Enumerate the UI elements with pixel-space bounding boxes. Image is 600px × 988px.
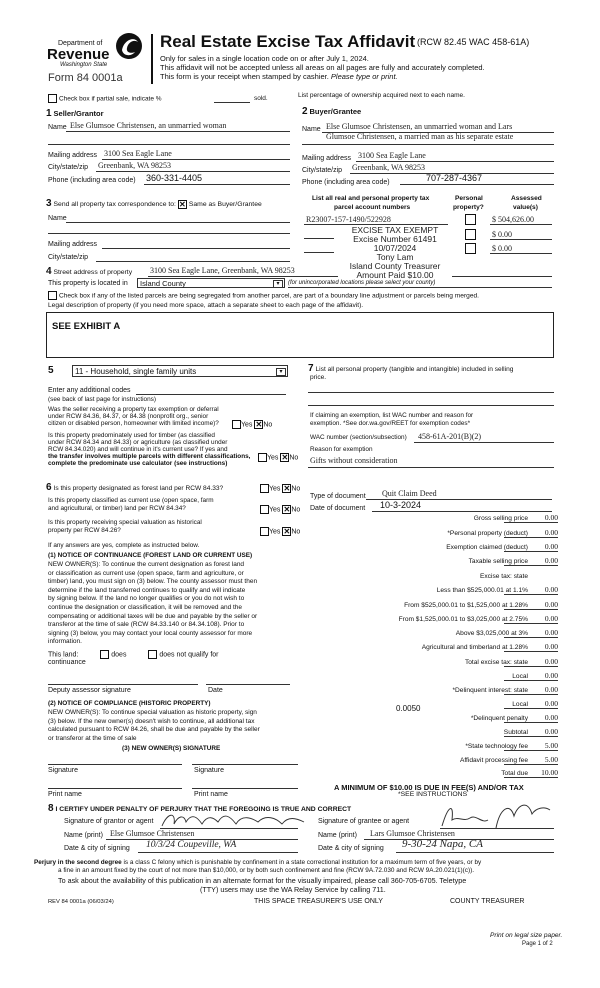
buyer-name-label: Name bbox=[302, 126, 321, 133]
buyer-section-title: Buyer/Grantee bbox=[309, 107, 362, 116]
grantee-date-line bbox=[396, 852, 554, 853]
tax-row-label: Taxable selling price bbox=[468, 558, 528, 565]
tax-row-label: Local bbox=[512, 701, 528, 708]
tax-row-value[interactable]: 0.00 bbox=[544, 727, 558, 736]
seller-section-num: 1 bbox=[46, 108, 52, 119]
this-land-row bbox=[48, 650, 219, 659]
owner-sig-line-2[interactable] bbox=[192, 764, 298, 765]
s6-q1-answer bbox=[260, 484, 300, 493]
notice1-line: by signing below. If the land no longer qualifies or you do not wish to bbox=[48, 595, 245, 603]
tax-row-line bbox=[504, 736, 558, 737]
q1-line-b: under RCW 84.36, 84.37, or 84.38 (nonprofit org., senior bbox=[48, 413, 209, 420]
buyer-section-num: 2 bbox=[302, 106, 308, 117]
section7-label-a: List all personal property (tangible and intangible) included in selling bbox=[315, 366, 514, 373]
grantor-name-value[interactable]: Else Glumsoe Christensen bbox=[110, 829, 195, 838]
partial-sale-label: Check box if partial sale, indicate % bbox=[58, 95, 162, 103]
correspondence-name-line[interactable] bbox=[66, 222, 290, 223]
partial-sale-checkbox[interactable] bbox=[48, 94, 57, 103]
parcels-header-col3b: value(s) bbox=[513, 204, 538, 211]
street-line bbox=[148, 276, 338, 277]
q1-yes-checkbox[interactable] bbox=[232, 420, 241, 429]
perjury-line2: a fine in an amount fixed by the court of not more than $10,000, or by both such confinement and fine (RCW 9A.72.030 and RCW 9A.20.021(1)(c)). bbox=[58, 867, 474, 874]
partial-sale-row bbox=[48, 94, 162, 103]
tax-row-value[interactable]: 0.00 bbox=[544, 671, 558, 680]
deputy-date-line[interactable] bbox=[206, 684, 290, 685]
buyer-heading bbox=[302, 106, 361, 117]
section8-num: 8 bbox=[48, 803, 54, 814]
section6-q1: Is this property designated as forest land per RCW 84.33? bbox=[53, 485, 224, 492]
owner-print-label-1: Print name bbox=[48, 791, 82, 798]
tax-row-line bbox=[504, 666, 558, 667]
q1-no-checkbox[interactable]: ✕ bbox=[255, 420, 263, 429]
owner-print-label-2: Print name bbox=[194, 791, 228, 798]
buyer-name-line2 bbox=[302, 144, 554, 145]
s6-q2-yes-label: Yes bbox=[269, 506, 281, 514]
seller-phone-value[interactable]: 360-331-4405 bbox=[146, 173, 203, 183]
s6-q2-yes-checkbox[interactable] bbox=[260, 505, 269, 514]
tax-row-value[interactable]: 5.00 bbox=[544, 755, 558, 764]
assessed-value-1[interactable]: $ 504,626.00 bbox=[492, 215, 534, 224]
tax-row-label: Subtotal bbox=[503, 729, 528, 736]
section7-label-b: price. bbox=[310, 374, 327, 381]
section6-num: 6 bbox=[46, 482, 52, 493]
wac-value[interactable]: 458-61A-201(B)(2) bbox=[418, 432, 482, 441]
parcels-header-col1a: List all real and personal property tax bbox=[312, 195, 430, 202]
tax-row-value[interactable]: 0.00 bbox=[544, 628, 558, 637]
grantee-signature[interactable] bbox=[436, 798, 556, 832]
q1-line-a: Was the seller receiving a property tax exemption or deferral bbox=[48, 406, 219, 413]
tax-row-value[interactable]: 0.00 bbox=[544, 528, 558, 537]
tax-row-value[interactable]: 0.00 bbox=[544, 642, 558, 651]
seller-phone-label: Phone (including area code) bbox=[48, 177, 136, 184]
owner-sig-label-2: Signature bbox=[194, 767, 224, 774]
property-section-num: 4 bbox=[46, 266, 52, 277]
notice1-line: signing (3) below, you may contact your local county assessor for more bbox=[48, 629, 253, 637]
perjury-bold: Perjury in the second degree bbox=[34, 859, 122, 866]
perjury-line1 bbox=[34, 859, 481, 866]
s6-q2-no-label: No bbox=[291, 506, 301, 514]
parcels-header-col2a: Personal bbox=[455, 195, 483, 202]
grantor-sig-label: Signature of grantor or agent bbox=[64, 818, 154, 825]
additional-codes-label: Enter any additional codes bbox=[48, 387, 131, 394]
tax-row-label: From $1,525,000.01 to $3,025,000 at 2.75% bbox=[398, 616, 528, 623]
q1-no-label: No bbox=[263, 421, 273, 429]
section7-heading bbox=[308, 363, 513, 374]
county-select-arrow-icon[interactable]: ▾ bbox=[273, 280, 283, 288]
list-percentage-note: List percentage of ownership acquired next to each name. bbox=[298, 92, 465, 99]
grantee-date-label: Date & city of signing bbox=[318, 845, 384, 852]
section6-q3b: property per RCW 84.26? bbox=[48, 527, 121, 534]
grantor-date-label: Date & city of signing bbox=[64, 845, 130, 852]
s6-q2-no-checkbox[interactable]: ✕ bbox=[283, 505, 291, 514]
tax-row-line bbox=[504, 609, 558, 610]
tax-row-label: From $525,000.01 to $1,525,000 at 1.28% bbox=[404, 602, 528, 609]
stamp-line3: 10/07/2024 bbox=[373, 243, 417, 253]
street-value[interactable]: 3100 Sea Eagle Lane, Greenbank, WA 98253 bbox=[150, 266, 295, 275]
doc-type-label: Type of document bbox=[310, 493, 366, 500]
seller-name-label: Name bbox=[48, 124, 67, 131]
reason-label: Reason for exemption bbox=[310, 446, 373, 453]
buyer-phone-label: Phone (including area code) bbox=[302, 179, 390, 186]
buyer-city-label: City/state/zip bbox=[302, 167, 343, 174]
correspondence-label: Send all property tax correspondence to: bbox=[53, 201, 176, 208]
form-title: Real Estate Excise Tax Affidavit bbox=[160, 32, 416, 51]
street-line-right bbox=[452, 276, 552, 277]
seller-city-value[interactable]: Greenbank, WA 98253 bbox=[98, 161, 171, 170]
header-note3-a: This form is your receipt when stamped by cashier. bbox=[160, 72, 329, 81]
local-rate[interactable]: 0.0050 bbox=[396, 704, 421, 713]
grantor-name-label: Name (print) bbox=[64, 832, 103, 839]
tax-row-value[interactable]: 0.00 bbox=[544, 600, 558, 609]
notice1-line: information. bbox=[48, 638, 82, 646]
q2-answer bbox=[258, 453, 298, 462]
owner-print-line-2[interactable] bbox=[192, 788, 298, 789]
personal-property-checkbox-1[interactable] bbox=[465, 214, 476, 225]
notice2-title: (2) NOTICE OF COMPLIANCE (HISTORIC PROPERTY) bbox=[48, 700, 211, 707]
this-land-label: This land: bbox=[48, 651, 79, 659]
partial-sale-sold: sold. bbox=[254, 95, 268, 102]
tax-row-value[interactable]: 0.00 bbox=[544, 513, 558, 522]
buyer-phone-value[interactable]: 707-287-4367 bbox=[426, 173, 483, 183]
form-number: Form 84 0001a bbox=[48, 72, 123, 84]
grantee-name-label: Name (print) bbox=[318, 832, 357, 839]
notice1-line: timber) land, you must sign on (3) below. The county assessor must then bbox=[48, 578, 258, 586]
seller-section-title: Seller/Grantor bbox=[53, 109, 104, 118]
owner-sig-line-1[interactable] bbox=[48, 764, 182, 765]
notice1-line: NEW OWNER(S): To continue the current designation as forest land bbox=[48, 561, 245, 568]
grantee-date-value[interactable]: 9-30-24 Napa, CA bbox=[402, 838, 483, 850]
tax-row-value[interactable]: 0.00 bbox=[544, 657, 558, 666]
assessed-value-3[interactable]: $ 0.00 bbox=[492, 244, 512, 253]
section6-q3a: Is this property receiving special valuation as historical bbox=[48, 519, 202, 526]
assessed-line-2 bbox=[490, 239, 552, 240]
s6-q3-yes-checkbox[interactable] bbox=[260, 527, 269, 536]
correspondence-mailing-label: Mailing address bbox=[48, 241, 98, 248]
parcel-row-1[interactable]: R23007-157-1490/522928 bbox=[306, 215, 391, 224]
assessed-line-3 bbox=[490, 253, 552, 254]
segregated-checkbox[interactable] bbox=[48, 291, 57, 300]
seller-city-label: City/state/zip bbox=[48, 164, 89, 171]
q2-line-d: the transfer involves multiple parcels with different classifications, bbox=[48, 453, 251, 460]
q2-line-b: under RCW 84.34 and 84.33) or agriculture (as classified under bbox=[48, 439, 228, 446]
segregated-label: Check box if any of the listed parcels are being segregated from another parcel, are part of a boundary line adjustment or parcels being merged. bbox=[58, 292, 479, 300]
land-does-checkbox[interactable] bbox=[100, 650, 109, 659]
s6-q3-no-label: No bbox=[291, 528, 301, 536]
dor-swirl-icon bbox=[114, 30, 144, 62]
buyer-city-value[interactable]: Greenbank, WA 98253 bbox=[352, 163, 425, 172]
access-line1: To ask about the availability of this publication in an alternate format for the visually impaired, please call 360-705-6705. Teletype bbox=[58, 876, 467, 885]
tax-row-line bbox=[504, 623, 558, 624]
dept-line1: Department of bbox=[58, 40, 103, 47]
tax-row-line bbox=[504, 551, 558, 552]
legal-description-label: Legal description of property (if you need more space, attach a separate sheet to each page of the affidavit). bbox=[48, 302, 364, 309]
tax-row-label: Agricultural and timberland at 1.28% bbox=[421, 644, 528, 651]
tax-row-label: Gross selling price bbox=[473, 515, 528, 522]
buyer-mailing-line bbox=[356, 161, 554, 162]
continuance-label: continuance bbox=[48, 659, 86, 666]
q2-yes-checkbox[interactable] bbox=[258, 453, 267, 462]
parcel-line-3[interactable] bbox=[304, 252, 334, 253]
tax-row-value[interactable]: 5.00 bbox=[544, 741, 558, 750]
correspondence-city-line[interactable] bbox=[96, 261, 290, 262]
dept-line2: Revenue bbox=[47, 46, 110, 63]
parcels-header-col3a: Assessed bbox=[511, 195, 542, 202]
seller-name-value[interactable]: Else Glumsoe Christensen, an unmarried woman bbox=[70, 121, 227, 130]
q1-answer bbox=[232, 420, 272, 429]
reason-value[interactable]: Gifts without consideration bbox=[310, 456, 398, 465]
form-citation: (RCW 82.45 WAC 458-61A) bbox=[417, 37, 530, 47]
same-as-buyer-checkbox[interactable]: ✕ bbox=[179, 199, 186, 209]
seller-mailing-line bbox=[102, 159, 290, 160]
tax-row-label: Total excise tax: state bbox=[464, 659, 528, 666]
buyer-phone-line bbox=[400, 184, 554, 185]
s6-q1-no-label: No bbox=[291, 485, 301, 493]
q2-no-checkbox[interactable]: ✕ bbox=[281, 453, 289, 462]
notice2-line: (3) below. If the new owner(s) doesn't wish to continue, all additional tax bbox=[48, 717, 255, 725]
page-number: Page 1 of 2 bbox=[522, 941, 553, 947]
exemption-label-b: exemption. *See dor.wa.gov/REET for exemption codes* bbox=[310, 420, 471, 427]
same-as-buyer-label: Same as Buyer/Grantee bbox=[188, 201, 262, 208]
q1-line-c: citizen or disabled person, homeowner with limited income)? bbox=[48, 420, 219, 427]
tax-row-label: Exemption claimed (deduct) bbox=[446, 544, 528, 551]
county-select-value: Island County bbox=[140, 279, 186, 288]
owner-print-line-1[interactable] bbox=[48, 788, 182, 789]
buyer-name-value-2[interactable]: Glumsoe Christensen, a married man as his separate estate bbox=[326, 132, 514, 141]
s6-q1-no-checkbox[interactable]: ✕ bbox=[283, 484, 291, 493]
tax-row-line bbox=[504, 537, 558, 538]
tax-row-line bbox=[504, 722, 558, 723]
property-heading bbox=[46, 266, 132, 277]
tax-row-value[interactable]: 0.00 bbox=[544, 614, 558, 623]
land-does-not-label: does not qualify for bbox=[159, 651, 219, 659]
q2-line-e: complete the predominate use calculator (see instructions) bbox=[48, 460, 228, 467]
stamp-line2: Excise Number 61491 bbox=[353, 234, 437, 244]
legal-description-box[interactable] bbox=[46, 312, 554, 358]
notice1-line: transferor at the time of sale (RCW 84.33.140 or 84.34.108). Prior to bbox=[48, 621, 245, 629]
stamp-line6: Amount Paid $10.00 bbox=[356, 270, 434, 280]
seller-heading bbox=[46, 108, 104, 119]
buyer-name-value-1[interactable]: Else Glumsoe Christensen, an unmarried woman and Lars bbox=[326, 122, 513, 131]
tax-row-label: *Personal property (deduct) bbox=[447, 530, 528, 537]
segregated-row bbox=[48, 291, 479, 300]
tax-row-line bbox=[504, 522, 558, 523]
correspondence-heading bbox=[46, 198, 262, 209]
located-line bbox=[288, 287, 552, 288]
treasurer-use-only: THIS SPACE TREASURER'S USE ONLY bbox=[254, 898, 383, 905]
tax-row-value[interactable]: 0.00 bbox=[544, 699, 558, 708]
seller-name-line2 bbox=[48, 144, 290, 145]
correspondence-mailing-line[interactable] bbox=[102, 248, 290, 249]
grantee-name-value[interactable]: Lars Glumsoe Christensen bbox=[370, 829, 455, 838]
deputy-sig-label: Deputy assessor signature bbox=[48, 687, 131, 694]
wac-line bbox=[414, 442, 554, 443]
exemption-label-a: If claiming an exemption, list WAC number and reason for bbox=[310, 412, 474, 419]
assessed-line-1 bbox=[490, 224, 552, 225]
notice1-body bbox=[48, 561, 298, 647]
notice2-body bbox=[48, 709, 298, 743]
stamp-line5: Island County Treasurer bbox=[349, 261, 441, 271]
doc-date-label: Date of document bbox=[310, 505, 366, 512]
owner-sig-label-1: Signature bbox=[48, 767, 78, 774]
notice2-line: calculated pursuant to RCW 84.26, shall be due and payable by the seller bbox=[48, 726, 260, 734]
see-instructions: *SEE INSTRUCTIONS bbox=[398, 791, 468, 798]
notice2-line: NEW OWNER(S): To continue special valuation as historic property, sign bbox=[48, 709, 257, 716]
personal-property-checkbox-3[interactable] bbox=[465, 243, 476, 254]
dor-logo bbox=[46, 28, 146, 88]
tax-row-line bbox=[504, 694, 558, 695]
section6-q2b: and agricultural, or timber) land per RCW 84.34? bbox=[48, 505, 186, 512]
s6-q3-answer bbox=[260, 527, 300, 536]
land-does-label: does bbox=[111, 651, 127, 659]
section6-q2a: Is this property classified as current use (open space, farm bbox=[48, 497, 214, 504]
notice1-line: or classification as current use (open space, farm and agriculture, or bbox=[48, 569, 244, 577]
q2-line-c: RCW 84.34.020) and will continue in it's current use? If yes and bbox=[48, 446, 228, 453]
tax-row-label: *Delinquent penalty bbox=[470, 715, 528, 722]
tax-row-line bbox=[504, 637, 558, 638]
unincorporated-note: (for unincorporated locations please select your county) bbox=[288, 280, 436, 286]
assessed-value-2[interactable]: $ 0.00 bbox=[492, 230, 512, 239]
seller-name-line bbox=[66, 131, 290, 132]
tax-row-value[interactable]: 0.00 bbox=[544, 685, 558, 694]
correspondence-line2[interactable] bbox=[48, 233, 290, 234]
tax-row-line bbox=[504, 750, 558, 751]
land-use-arrow-icon[interactable]: ▾ bbox=[276, 368, 286, 376]
tax-row-value[interactable]: 0.00 bbox=[544, 542, 558, 551]
deputy-date-label: Date bbox=[208, 687, 223, 694]
section5-num: 5 bbox=[48, 365, 54, 376]
doc-type-value[interactable]: Quit Claim Deed bbox=[382, 489, 437, 498]
section6-heading bbox=[46, 482, 223, 493]
q2-line-a: Is this property predominately used for timber (as classified bbox=[48, 432, 215, 439]
seller-mailing-value[interactable]: 3100 Sea Eagle Lane bbox=[104, 149, 172, 158]
parcels-header-col1b: parcel account numbers bbox=[334, 204, 411, 211]
header-divider bbox=[151, 34, 153, 84]
answers-note: If any answers are yes, complete as instructed below. bbox=[48, 542, 200, 549]
parcel-line-2[interactable] bbox=[304, 238, 334, 239]
tax-row-line bbox=[504, 764, 558, 765]
tax-row-line bbox=[504, 651, 558, 652]
notice2-line: or transferor at the time of sale bbox=[48, 734, 137, 742]
personal-property-checkbox-2[interactable] bbox=[465, 229, 476, 240]
personal-prop-line-1[interactable] bbox=[308, 392, 554, 393]
access-line2: (TTY) users may use the WA Relay Service by calling 711. bbox=[200, 885, 386, 894]
buyer-mailing-label: Mailing address bbox=[302, 155, 352, 162]
section7-num: 7 bbox=[308, 363, 314, 374]
county-select[interactable] bbox=[137, 278, 285, 288]
tax-row-label: *State technology fee bbox=[465, 743, 528, 750]
tax-row-label: Above $3,025,000 at 3% bbox=[455, 630, 528, 637]
grantee-sig-line bbox=[440, 828, 554, 829]
tax-row-value[interactable]: 10.00 bbox=[541, 768, 558, 777]
seller-phone-line bbox=[144, 184, 290, 185]
q2-no-label: No bbox=[289, 454, 299, 462]
parcels-header-col2b: property? bbox=[453, 204, 484, 211]
tax-row-label: Affidavit processing fee bbox=[459, 757, 528, 764]
tax-row-line bbox=[504, 594, 558, 595]
header-note3 bbox=[160, 72, 398, 81]
perjury-text: is a class C felony which is punishable by confinement in a state correctional institution for a maximum term of five years, or by bbox=[123, 859, 482, 866]
header-note3-b: Please type or print. bbox=[330, 72, 398, 81]
tax-row-value[interactable]: 0.00 bbox=[544, 556, 558, 565]
certify-label: I CERTIFY UNDER PENALTY OF PERJURY THAT THE FOREGOING IS TRUE AND CORRECT bbox=[55, 806, 352, 813]
wac-label: WAC number (section/subsection) bbox=[310, 434, 407, 441]
tax-row-line bbox=[504, 680, 558, 681]
treasurer-stamp bbox=[340, 226, 450, 280]
s6-q1-yes-checkbox[interactable] bbox=[260, 484, 269, 493]
stamp-line4: Tony Lam bbox=[376, 252, 414, 262]
tax-row-label: Less than $525,000.01 at 1.1% bbox=[436, 587, 528, 594]
additional-codes-line[interactable] bbox=[136, 394, 286, 395]
reason-line bbox=[308, 467, 554, 468]
seller-city-line bbox=[96, 171, 290, 172]
notice1-title: (1) NOTICE OF CONTINUANCE (FOREST LAND OR CURRENT USE) bbox=[48, 552, 253, 559]
deputy-sig-line[interactable] bbox=[48, 684, 198, 685]
notice3-title: (3) NEW OWNER(S) SIGNATURE bbox=[122, 745, 221, 752]
legal-description-value: SEE EXHIBIT A bbox=[52, 321, 121, 332]
s6-q1-yes-label: Yes bbox=[269, 485, 281, 493]
tax-row-label: Excise tax: state bbox=[479, 573, 528, 580]
county-treasurer: COUNTY TREASURER bbox=[450, 898, 525, 905]
correspondence-city-label: City/state/zip bbox=[48, 254, 89, 261]
dept-line3: Washington State bbox=[60, 62, 108, 68]
legal-size-note: Print on legal size paper. bbox=[490, 932, 563, 939]
located-label: This property is located in bbox=[48, 280, 128, 287]
land-use-value: 11 - Household, single family units bbox=[75, 367, 197, 376]
correspondence-name-label: Name bbox=[48, 215, 67, 222]
rev-number: REV 84 0001a (06/03/24) bbox=[48, 899, 114, 905]
s6-q2-answer bbox=[260, 505, 300, 514]
partial-sale-line[interactable] bbox=[214, 102, 250, 103]
street-label: Street address of property bbox=[53, 269, 133, 276]
tax-row-label: *Delinquent interest: state bbox=[452, 687, 528, 694]
notice1-line: compensating or additional taxes will be due and payable by the seller or bbox=[48, 612, 258, 620]
tax-row-label: Total due bbox=[501, 770, 528, 777]
seller-mailing-label: Mailing address bbox=[48, 152, 98, 159]
grantor-date-value[interactable]: 10/3/24 Coupeville, WA bbox=[146, 840, 237, 850]
s6-q3-no-checkbox[interactable]: ✕ bbox=[283, 527, 291, 536]
header-note2: This affidavit will not be accepted unless all areas on all pages are fully and accurately completed. bbox=[160, 63, 485, 72]
land-does-not-checkbox[interactable] bbox=[148, 650, 157, 659]
tax-row-value[interactable]: 0.00 bbox=[544, 713, 558, 722]
minimum-note: A MINIMUM OF $10.00 IS DUE IN FEE(S) AND/OR TAX bbox=[334, 783, 524, 792]
tax-row-line bbox=[504, 565, 558, 566]
tax-row-value[interactable]: 0.00 bbox=[544, 585, 558, 594]
tax-row-line bbox=[504, 708, 558, 709]
notice1-line: continue the designation or classification, it will be removed and the bbox=[48, 603, 243, 611]
doc-date-value[interactable]: 10-3-2024 bbox=[380, 500, 422, 510]
buyer-mailing-value[interactable]: 3100 Sea Eagle Lane bbox=[358, 151, 426, 160]
land-use-select[interactable] bbox=[72, 365, 288, 377]
correspondence-section-num: 3 bbox=[46, 198, 52, 209]
notice1-line: determine if the land transferred continues to qualify and will indicate bbox=[48, 586, 246, 594]
q1-yes-label: Yes bbox=[241, 421, 253, 429]
grantor-date-line bbox=[138, 852, 298, 853]
s6-q3-yes-label: Yes bbox=[269, 528, 281, 536]
additional-codes-note: (see back of last page for instructions) bbox=[48, 396, 156, 403]
grantee-sig-label: Signature of grantee or agent bbox=[318, 818, 410, 825]
doc-date-line bbox=[372, 511, 552, 512]
stamp-line1: EXCISE TAX EXEMPT bbox=[351, 225, 439, 235]
q2-yes-label: Yes bbox=[267, 454, 279, 462]
tax-row-line bbox=[504, 777, 558, 778]
tax-row-label: Local bbox=[512, 673, 528, 680]
personal-prop-line-2[interactable] bbox=[308, 405, 554, 406]
header-note1: Only for sales in a single location code on or after July 1, 2024. bbox=[160, 54, 369, 63]
